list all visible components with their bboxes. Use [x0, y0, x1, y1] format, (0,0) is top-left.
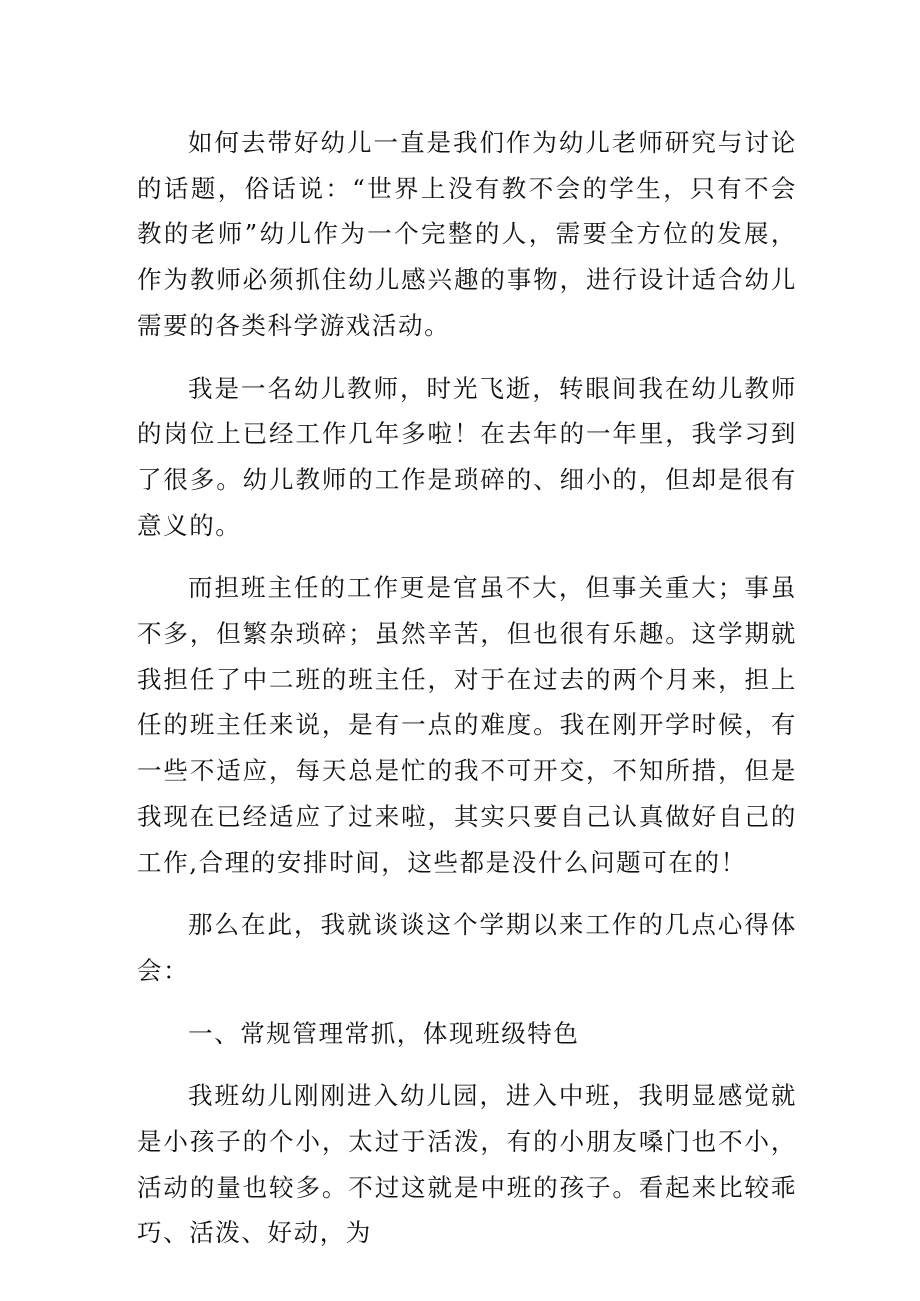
paragraph-intro: 如何去带好幼儿一直是我们作为幼儿老师研究与讨论的话题，俗话说：“世界上没有教不会的学生，只有不会教的老师”幼儿作为一个完整的人，需要全方位的发展，作为教师必须抓住幼儿感兴趣的事物，进行设计适合幼儿需要的各类科学游戏活动。 — [137, 128, 797, 340]
paragraph-class-description: 我班幼儿刚刚进入幼儿园，进入中班，我明显感觉就是小孩子的个小，太过于活泼，有的小朋友嗓门也不小，活动的量也较多。不过这就是中班的孩子。看起来比较乖巧、活泼、好动，为 — [137, 1081, 797, 1248]
paragraph-self-introduction: 我是一名幼儿教师，时光飞逝，转眼间我在幼儿教师的岗位上已经工作几年多啦！在去年的一年里，我学习到了很多。幼儿教师的工作是琐碎的、细小的，但却是很有意义的。 — [137, 373, 797, 540]
paragraph-experience-lead-in: 那么在此，我就谈谈这个学期以来工作的几点心得体会： — [137, 910, 797, 985]
paragraph-head-teacher-work: 而担班主任的工作更是官虽不大，但事关重大；事虽不多，但繁杂琐碎；虽然辛苦，但也很有乐趣。这学期就我担任了中二班的班主任，对于在过去的两个月来，担上任的班主任来说，是有一点的难度。我在刚开学时候，有一些不适应，每天总是忙的我不可开交，不知所措，但是我现在已经适应了过来啦，其实只要自己认真做好自己的工作,合理的安排时间，这些都是没什么问题可在的！ — [137, 573, 797, 877]
document-body — [137, 120, 797, 1273]
section-heading-routine-management: 一、常规管理常抓，体现班级特色 — [188, 1018, 580, 1048]
